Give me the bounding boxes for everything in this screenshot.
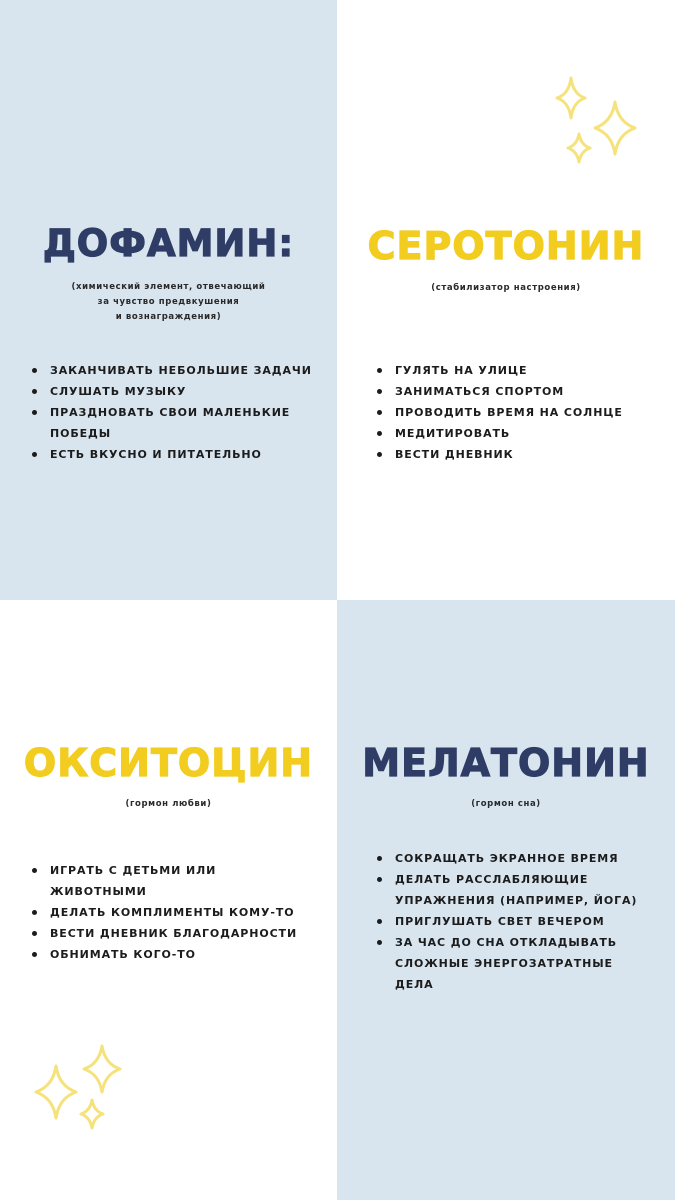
list-item: СЛУШАТЬ МУЗЫКУ (30, 381, 330, 402)
oxytocin-list (30, 860, 330, 965)
list-item: ИГРАТЬ С ДЕТЬМИ ИЛИ ЖИВОТНЫМИ (30, 860, 330, 902)
serotonin-subtitle: (стабилизатор настроения) (431, 283, 581, 293)
sparkles-icon (30, 1038, 130, 1138)
list-item: ЗА ЧАС ДО СНА ОТКЛАДЫВАТЬ СЛОЖНЫЕ ЭНЕРГОЗАТРАТНЫЕ ДЕЛА (375, 932, 665, 995)
melatonin-title: МЕЛАТОНИН (362, 741, 650, 785)
dopamine-title: ДОФАМИН: (42, 222, 295, 265)
serotonin-title: СЕРОТОНИН (367, 224, 645, 268)
oxytocin-card (0, 600, 337, 1200)
melatonin-list (375, 848, 665, 995)
dopamine-subtitle (0, 280, 337, 325)
serotonin-card (337, 0, 675, 600)
list-item: ГУЛЯТЬ НА УЛИЦЕ (375, 360, 665, 381)
list-item: ВЕСТИ ДНЕВНИК (375, 444, 665, 465)
sparkles-icon (549, 72, 649, 172)
dopamine-subtitle-line: за чувство предвкушения (97, 297, 240, 307)
list-item: ВЕСТИ ДНЕВНИК БЛАГОДАРНОСТИ (30, 923, 330, 944)
list-item: ЗАНИМАТЬСЯ СПОРТОМ (375, 381, 665, 402)
list-item: ДЕЛАТЬ КОМПЛИМЕНТЫ КОМУ-ТО (30, 902, 330, 923)
dopamine-list (30, 360, 330, 465)
list-item: ОБНИМАТЬ КОГО-ТО (30, 944, 330, 965)
list-item: ПРАЗДНОВАТЬ СВОИ МАЛЕНЬКИЕ ПОБЕДЫ (30, 402, 330, 444)
dopamine-card (0, 0, 337, 600)
list-item: ЗАКАНЧИВАТЬ НЕБОЛЬШИЕ ЗАДАЧИ (30, 360, 330, 381)
melatonin-subtitle: (гормон сна) (471, 799, 541, 809)
dopamine-subtitle-line: (химический элемент, отвечающий (71, 282, 266, 292)
list-item: ПРОВОДИТЬ ВРЕМЯ НА СОЛНЦЕ (375, 402, 665, 423)
serotonin-list (375, 360, 665, 465)
list-item: ЕСТЬ ВКУСНО И ПИТАТЕЛЬНО (30, 444, 330, 465)
dopamine-subtitle-line: и вознаграждения) (115, 312, 222, 322)
list-item: МЕДИТИРОВАТЬ (375, 423, 665, 444)
oxytocin-title: ОКСИТОЦИН (23, 741, 314, 785)
melatonin-card (337, 600, 675, 1200)
oxytocin-subtitle: (гормон любви) (125, 799, 212, 809)
list-item: СОКРАЩАТЬ ЭКРАННОЕ ВРЕМЯ (375, 848, 665, 869)
list-item: ПРИГЛУШАТЬ СВЕТ ВЕЧЕРОМ (375, 911, 665, 932)
list-item: ДЕЛАТЬ РАССЛАБЛЯЮЩИЕ УПРАЖНЕНИЯ (НАПРИМЕР, ЙОГА) (375, 869, 665, 911)
